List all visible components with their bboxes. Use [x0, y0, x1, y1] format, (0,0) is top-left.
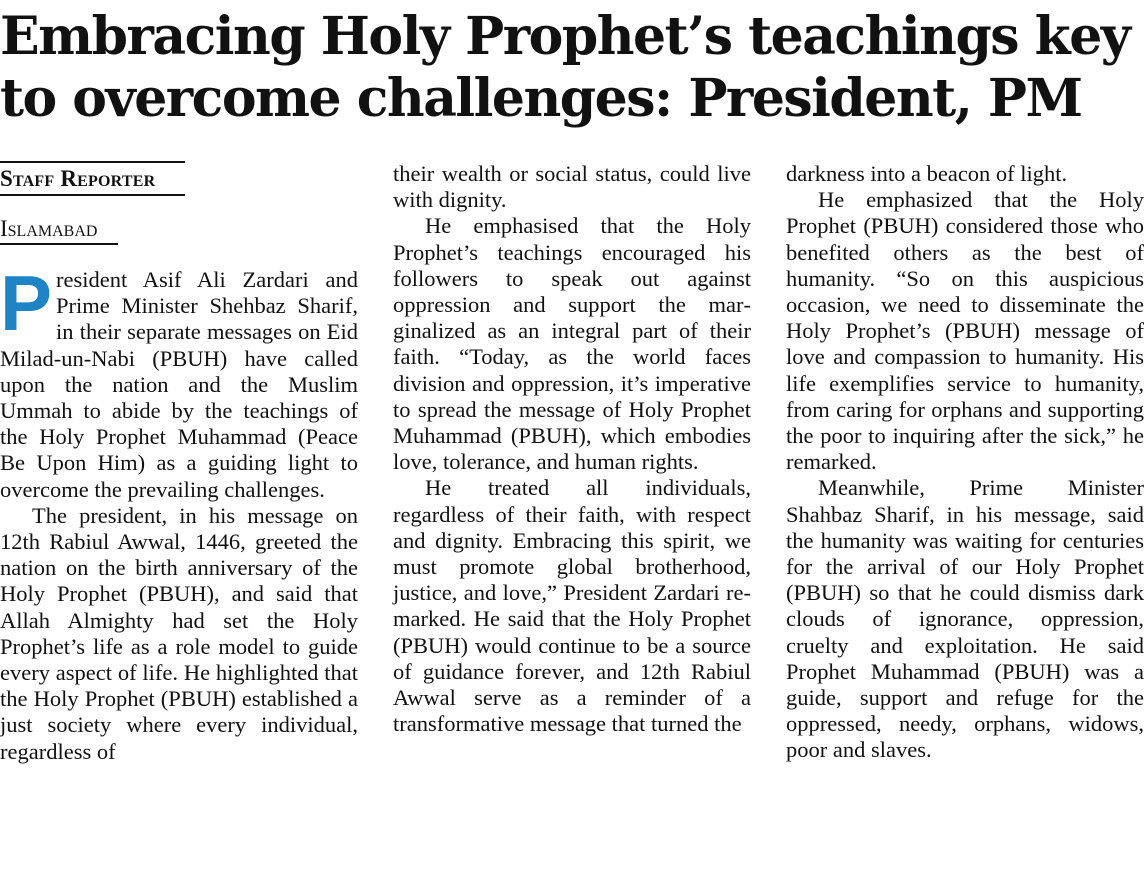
paragraph: He emphasized that the Holy Prophet (PBUH) considered those who benefited others as the best of humanity. “So on this auspicious occasion, we need to disseminate the Holy Prophet’s (PBUH) message of love and compassion to humanity. His life exemplifies service to humanity, from caring for orphans and supporting the poor to inquiring after the sick,” he remarked.: [786, 187, 1144, 475]
paragraph: He emphasised that the Holy Prophet’s teachings encouraged his followers to speak out against oppression and support the marginalized as an integral part of their faith. “Today, as the world faces division and oppression, it’s imperative to spread the message of Holy Prophet Muhammad (PBUH), which embodies love, tolerance, and human rights.: [393, 213, 751, 475]
drop-cap: P: [0, 259, 53, 347]
byline: Staff Reporter: [0, 166, 156, 191]
paragraph: their wealth or social status, could live with dignity.: [393, 161, 751, 213]
dateline-box: [0, 217, 118, 245]
paragraph: darkness into a beacon of light.: [786, 161, 1068, 186]
article-column-3: [786, 161, 1144, 764]
paragraph: [0, 259, 358, 503]
paragraph: He treated all individuals, regardless of their faith, with respect and dignity. Embracing this spirit, we must promote global brotherhood, justice, and love,” President Zardari remarked. He said that the Holy Prophet (PBUH) would continue to be a source of guidance forever, and 12th Rabiul Awwal serve as a reminder of a transformative message that turned the: [393, 475, 751, 737]
byline-box: [0, 161, 185, 196]
article-column-1: [0, 161, 358, 765]
article-column-2: [393, 161, 751, 737]
headline: Embracing Holy Prophet’s teachings key to overcome challenges: President, PM: [0, 6, 1130, 129]
paragraph-text: resident Asif Ali Zardari and Prime Minister Shehbaz Sharif, in their separate messages on Eid Milad-un-Nabi (PBUH) have called upon the nation and the Muslim Ummah to abide by the teachings of the Holy Prophet Muhammad (Peace Be Upon Him) as a guiding light to overcome the prevailing challenges.: [0, 267, 358, 502]
article-body: [0, 161, 1146, 881]
dateline: Islamabad: [0, 216, 98, 241]
paragraph: The president, in his message on 12th Rabiul Awwal, 1446, greeted the nation on the birth anniversary of the Holy Prophet (PBUH), and said that Allah Almighty had set the Holy Prophet’s life as a role model to guide every aspect of life. He highlighted that the Holy Prophet (PBUH) established a just society where every individual, regardless of: [0, 502, 358, 764]
paragraph: Meanwhile, Prime Minister Shahbaz Sharif, in his message, said the humanity was waiting for centuries for the arrival of our Holy Prophet (PBUH) so that he could dismiss dark clouds of ignorance, oppression, cruelty and exploitation. He said Prophet Muhammad (PBUH) was a guide, support and refuge for the oppressed, needy, orphans, widows, poor and slaves.: [786, 475, 1144, 763]
